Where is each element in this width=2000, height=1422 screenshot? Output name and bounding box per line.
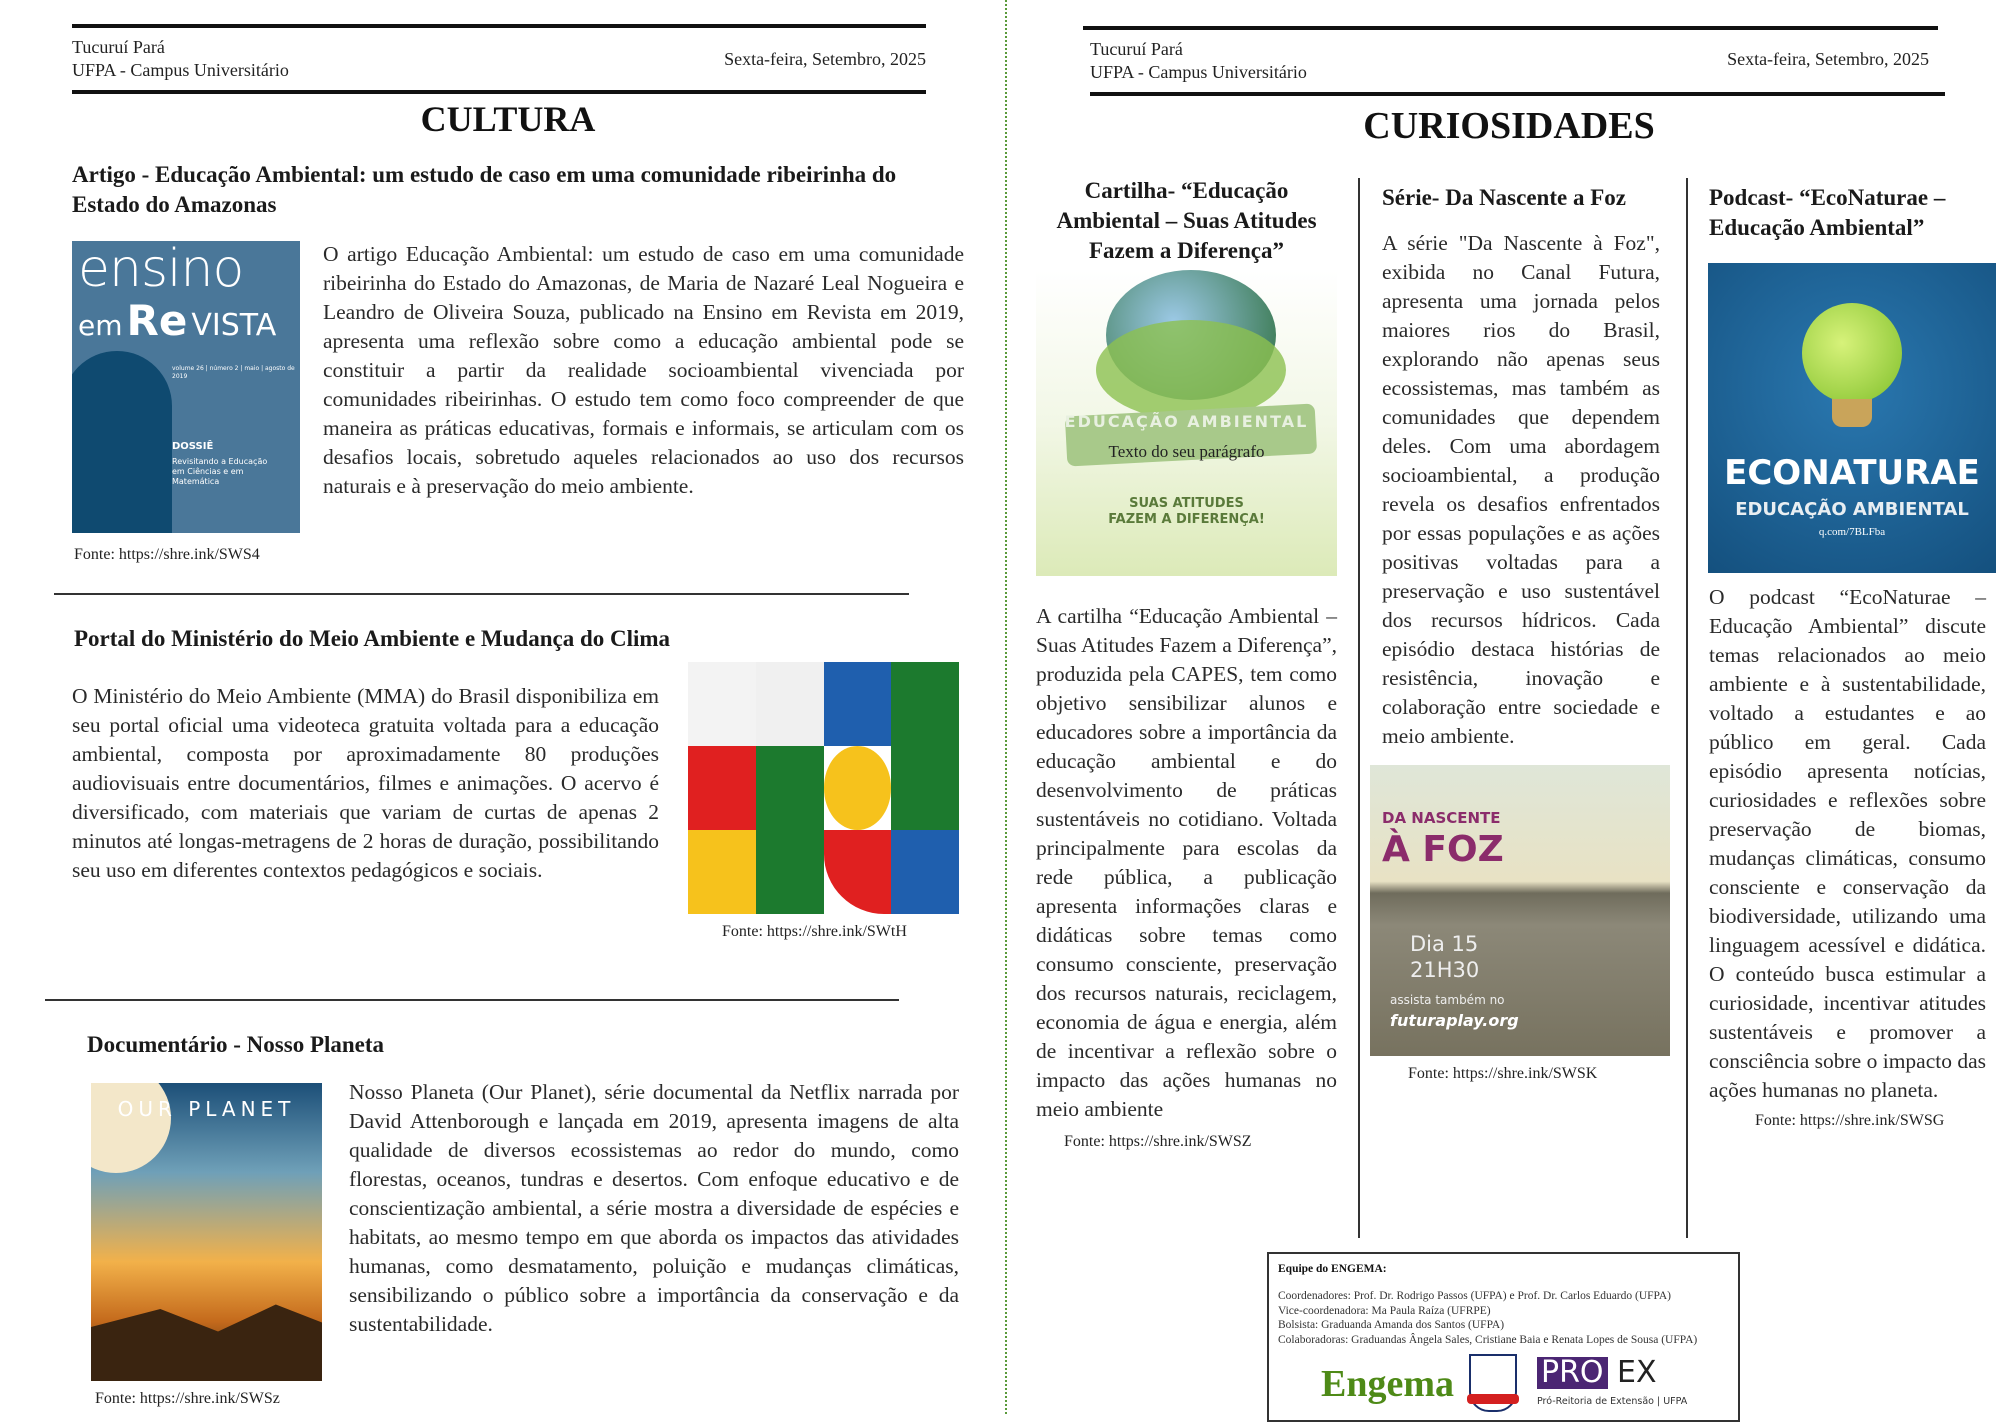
credits-box [1267,1252,1740,1422]
podcast-heading: Podcast- “EcoNaturae – Educação Ambiental” [1709,185,1946,240]
section-divider [45,999,899,1001]
section-title-curiosidades: CURIOSIDADES [1363,105,1655,147]
header-top-rule [72,24,926,28]
article-body: O Ministério do Meio Ambiente (MMA) do Brasil disponibiliza em seu portal oficial uma videoteca gratuita voltada para a educação ambiental, composta por aproximadamente 80 produções audiovisuais entre documentários, filmes e animações. O acervo é diversificado, com materiais que variam de curtas de apenas 2 minutos até longas-metragens de 2 horas de duração, possibilitando seu uso em diferentes contextos pedagógicos e sociais. [72,684,659,882]
header-city: Tucuruí Pará [1090,39,1183,59]
placeholder-overlay-text: Texto do seu parágrafo [1108,442,1265,461]
engema-logo: Engema [1321,1363,1454,1405]
image-source: Fonte: https://shre.ink/SWSK [1408,1065,1598,1082]
mma-videoteca-image [688,662,959,914]
article-heading: Artigo - Educação Ambiental: um estudo de caso em uma comunidade ribeirinha do Estado do Amazonas [72,162,897,217]
podcast-column [1708,183,1998,1131]
section-title-cultura: CULTURA [420,99,596,139]
header-bottom-rule [1090,92,1945,96]
header-date: Sexta-feira, Setembro, 2025 [1727,49,1929,69]
column-rule [1358,178,1360,1238]
ensino-em-revista-cover-image: ensino em Re VISTA volume 26 | número 2 | maio | agosto de 2019 DOSSIÊ Revisitando a Educação em Ciências e em Matemática [72,241,300,533]
cartilha-heading: Cartilha- “Educação Ambiental – Suas Atitudes Fazem a Diferença” [1056,178,1317,263]
article-body: Nosso Planeta (Our Planet), série documental da Netflix narrada por David Attenborough e lançada em 2019, apresenta imagens de alta qualidade de diversos ecossistemas ao redor do mundo, como florestas, oceanos, tundras e desertos. Com enfoque educativo e de conscientização ambiental, a série mostra a diversidade de espécies e habitats, ao mesmo tempo em que aborda os impactos das atividades humanas, como desmatamento, poluição e mudanças climáticas, sensibilizando o público sobre a importância da conservação e da sustentabilidade. [349,1080,959,1336]
image-source: Fonte: https://shre.ink/SWSz [95,1390,280,1407]
header-bottom-rule [72,90,926,94]
credits-lines: Coordenadores: Prof. Dr. Rodrigo Passos (UFPA) e Prof. Dr. Carlos Eduardo (UFPA) Vice-coordenadora: Ma Paula Raíza (UFRPE) Bolsista: Graduanda Amanda dos Santos (UFPA) Colaboradoras: Graduandas Ângela Sales, Cristiane Baia e Renata Lopes de Sousa (UFPA) [1278,1290,1698,1346]
image-source: Fonte: https://shre.ink/SWSG [1755,1112,1945,1129]
column-rule [1686,178,1688,1238]
article-heading: Portal do Ministério do Meio Ambiente e Mudança do Clima [74,626,671,651]
image-source: Fonte: https://shre.ink/SWtH [722,923,907,940]
page-divider [1005,0,1007,1414]
serie-column [1370,183,1670,1084]
ufpa-crest-icon [1469,1354,1517,1412]
header-city: Tucuruí Pará [72,37,165,57]
article-body: O artigo Educação Ambiental: um estudo de caso em uma comunidade ribeirinha do Estado do Amazonas, de Maria de Nazaré Leal Nogueira e Leandro de Oliveira Souza, publicado na Ensino em Revista em 2019, apresenta uma reflexão sobre como a educação ambiental pode se constituir a partir da realidade socioambiental vivenciada por comunidades ribeirinhas. O estudo tem como foco compreender de que maneira as práticas educativas, formais e informais, se articulam com os desafios locais, sobretudo aqueles relacionados ao uso dos recursos naturais e à preservação do meio ambiente. [323,242,964,498]
image-source: Fonte: https://shre.ink/SWS4 [74,546,260,563]
article-heading: Documentário - Nosso Planeta [87,1032,385,1057]
image-source: Fonte: https://shre.ink/SWSZ [1064,1133,1252,1150]
podcast-body: O podcast “EcoNaturae – Educação Ambiental” discute temas relacionados ao meio ambiente e à sustentabilidade, voltado a estudantes e ao público em geral. Cada episódio apresenta notícias, curiosidades e reflexões sobre preservação de biomas, mudanças climáticas, consumo consciente e conservação da biodiversidade, utilizando uma linguagem acessível e didática. O conteúdo busca estimular a curiosidade, incentivar atitudes sustentáveis e promover a consciência sobre o impacto das ações humanas no planeta. [1709,585,1987,1102]
da-nascente-a-foz-image: DA NASCENTE À FOZ Dia 15 21H30 assista também no futuraplay.org [1370,765,1670,1056]
cartilha-column [1034,176,1339,1152]
cartilha-body: A cartilha “Educação Ambiental – Suas Atitudes Fazem a Diferença”, produzida pela CAPES, tem como objetivo sensibilizar alunos e educadores sobre a importância da educação ambiental e do desenvolvimento de práticas sustentáveis no cotidiano. Voltada principalmente para escolas da rede pública, a publicação apresenta informações claras e didáticas sobre temas como consumo consciente, preservação dos recursos naturais, reciclagem, economia de água e energia, além de incentivar a reflexão sobre o impacto das ações humanas no meio ambiente [1036,604,1337,1121]
credits-title: Equipe do ENGEMA: [1278,1263,1387,1275]
serie-body: A série "Da Nascente à Foz", exibida no Canal Futura, apresenta uma jornada pelos maiores rios do Brasil, explorando não apenas seus ecossistemas, mas também as comunidades que dependem deles. Com uma abordagem socioambiental, a produção revela os desafios enfrentados por essas populações e as ações positivas voltadas para a preservação e uso sustentável dos recursos hídricos. Cada episódio destaca histórias de resistência, inovação e colaboração entre sociedade e meio ambiente. [1382,231,1660,748]
cartilha-cover-image: EDUCAÇÃO AMBIENTAL Texto do seu parágrafo SUAS ATITUDES FAZEM A DIFERENÇA! [1036,270,1337,576]
section-divider [54,593,909,595]
header-top-rule [1083,26,1938,30]
proex-subtitle: Pró-Reitoria de Extensão | UFPA [1537,1396,1688,1407]
proex-logo-ex: EX [1617,1355,1657,1390]
econaturae-cover-image: ECONATURAE EDUCAÇÃO AMBIENTAL q.com/7BLFba [1708,263,1996,573]
header-location [1090,38,1307,84]
proex-logo-pro: PRO [1537,1357,1608,1389]
header-campus: UFPA - Campus Universitário [72,60,289,80]
header-location [72,36,289,82]
our-planet-poster-image: OUR PLANET [91,1083,322,1381]
header-date: Sexta-feira, Setembro, 2025 [724,49,926,69]
header-campus: UFPA - Campus Universitário [1090,62,1307,82]
serie-heading: Série- Da Nascente a Foz [1382,185,1626,210]
